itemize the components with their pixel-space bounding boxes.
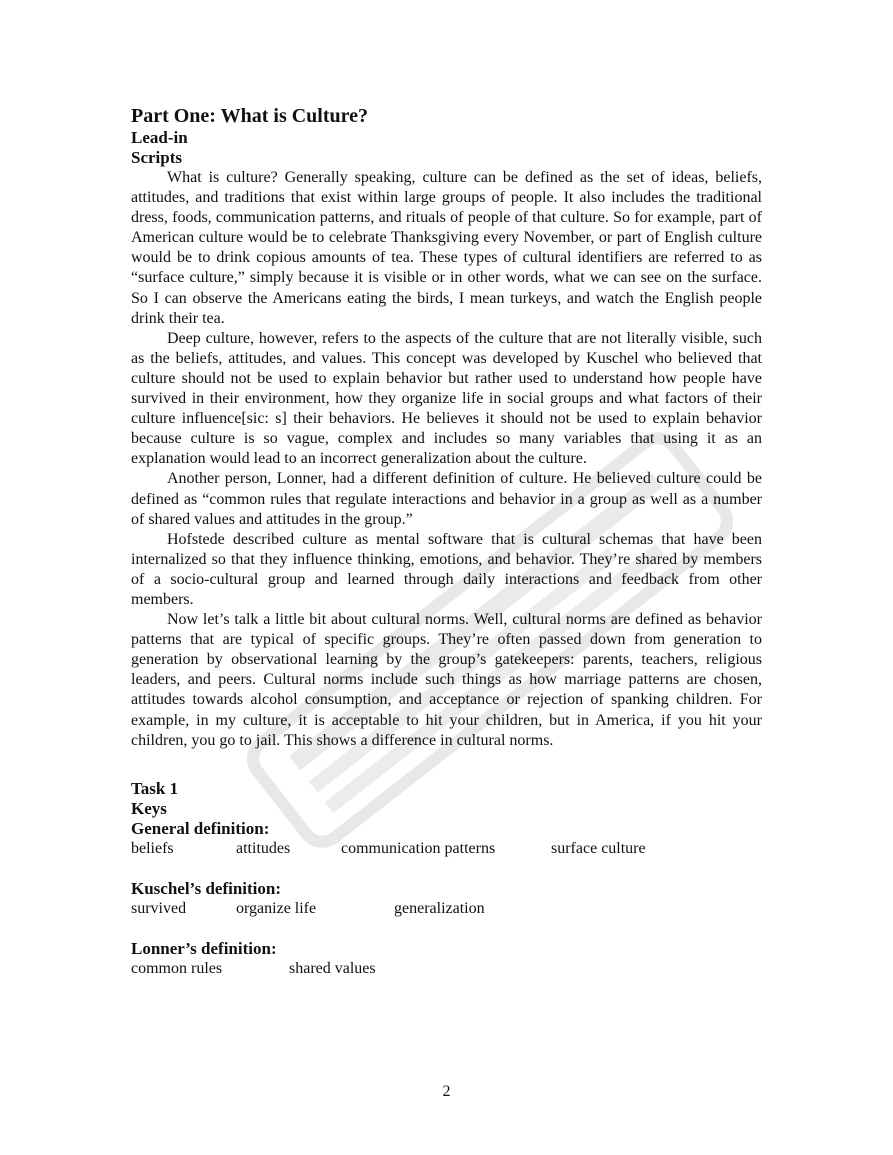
script-paragraph: Hofstede described culture as mental software that is cultural schemas that have been internalized so that they influence thinking, emotions, and behavior. They’re shared by members of a socio-cultural group and learned through daily interactions and feedback from other members. bbox=[131, 530, 762, 608]
task-heading: Task 1 bbox=[131, 778, 179, 798]
key-term: common rules bbox=[131, 959, 223, 977]
key-term: shared values bbox=[289, 959, 376, 977]
script-paragraph: Deep culture, however, refers to the aspects of the culture that are not literally visible, such as the beliefs, attitudes, and values. This concept was developed by Kuschel who believed that culture should not be used to explain behavior but rather used to understand how people have survived in their environment, how they organize life in social groups and what factors of their culture influence[sic: s] their behaviors. He believes it should not be used to explain behavior because culture is so vague, complex and includes so many variables that using it as an explanation would lead to an incorrect generalization about the culture. bbox=[131, 329, 762, 468]
key-term: attitudes bbox=[236, 839, 291, 857]
key-term: surface culture bbox=[551, 839, 646, 857]
scripts-heading: Scripts bbox=[131, 148, 182, 167]
general-definition-heading: General definition: bbox=[131, 818, 270, 838]
key-term: generalization bbox=[394, 899, 485, 917]
key-term: beliefs bbox=[131, 839, 174, 857]
kuschel-definition-keys bbox=[131, 899, 762, 919]
lonner-definition-heading: Lonner’s definition: bbox=[131, 938, 277, 958]
script-paragraph: Another person, Lonner, had a different definition of culture. He believed culture could be defined as “common rules that regulate interactions and behavior in a group as well as a number of shared values and attitudes in the group.” bbox=[131, 470, 762, 528]
keys-heading: Keys bbox=[131, 798, 167, 818]
general-definition-keys bbox=[131, 839, 762, 859]
part-title: Part One: What is Culture? bbox=[131, 105, 369, 127]
lead-in-heading: Lead-in bbox=[131, 128, 188, 147]
key-term: organize life bbox=[236, 899, 317, 917]
script-paragraph: Now let’s talk a little bit about cultural norms. Well, cultural norms are defined as behavior patterns that are typical of specific groups. They’re often passed down from generation to generation by observational learning by the group’s gatekeepers: parents, teachers, religious leaders, and peers. Cultural norms include such things as how marriage patterns are chosen, attitudes towards alcohol consumption, and acceptance or rejection of spanking children. For example, in my culture, it is acceptable to hit your children, but in America, if you hit your children, you go to jail. This shows a difference in cultural norms. bbox=[131, 611, 762, 749]
kuschel-definition-heading: Kuschel’s definition: bbox=[131, 878, 282, 898]
document-body bbox=[131, 104, 762, 979]
key-term: communication patterns bbox=[341, 839, 496, 857]
key-term: survived bbox=[131, 899, 187, 917]
lonner-definition-keys bbox=[131, 959, 762, 979]
script-paragraph: What is culture? Generally speaking, culture can be defined as the set of ideas, beliefs, attitudes, and traditions that exist within large groups of people. It also includes the traditional dress, foods, communication patterns, and rituals of people of that culture. So for example, part of American culture would be to celebrate Thanksgiving every November, or part of English culture would be to drink copious amounts of tea. These types of cultural identifiers are referred to as “surface culture,” simply because it is visible or in other words, what we can see on the surface. So I can observe the Americans eating the birds, I mean turkeys, and watch the English people drink their tea. bbox=[131, 169, 762, 327]
page-number: 2 bbox=[442, 1083, 451, 1100]
